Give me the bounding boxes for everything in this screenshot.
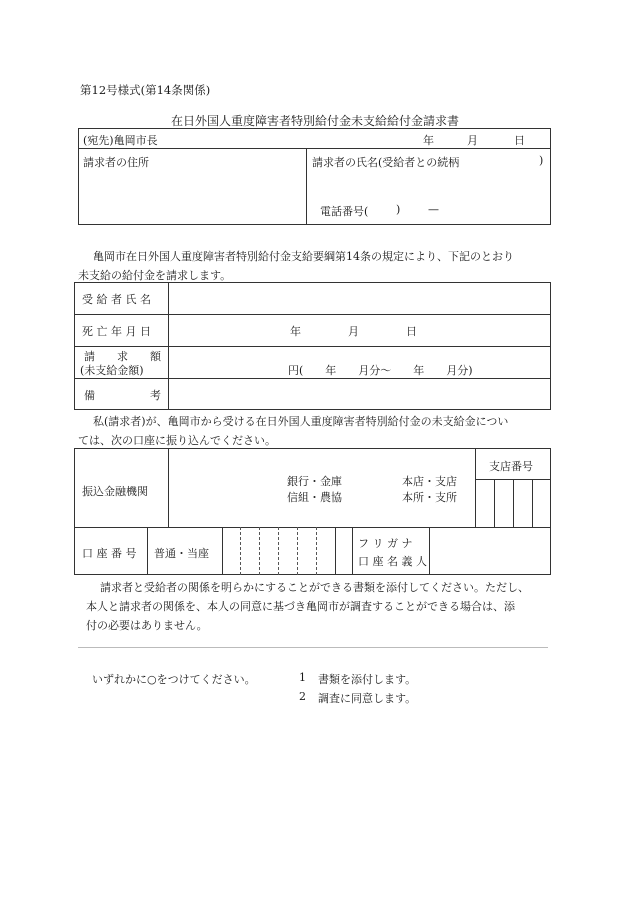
attachment-line-3: 付の必要はありません。 xyxy=(86,619,208,632)
transfer-line-1: 私(請求者)が、亀岡市から受ける在日外国人重度障害者特別給付金の未支給金につい xyxy=(93,415,509,428)
branch-type-option-2: 本所・支所 xyxy=(402,491,457,504)
phone-field-dash: — xyxy=(428,203,439,216)
account-number-label: 口 座 番 号 xyxy=(82,547,137,560)
request-line-2: 未支給の給付金を請求します。 xyxy=(78,269,232,282)
choice-option-1-number: 1 xyxy=(299,671,306,684)
name-field-close: ) xyxy=(539,154,544,167)
bank-type-option-2: 信組・農協 xyxy=(287,491,342,504)
separator-line xyxy=(78,647,548,648)
branch-number-label: 支店番号 xyxy=(489,460,533,473)
death-month-label: 月 xyxy=(348,325,359,338)
recipient-name-label: 受 給 者 氏 名 xyxy=(82,293,151,306)
date-month-label: 月 xyxy=(467,134,478,147)
bank-table xyxy=(74,448,551,575)
date-day-label: 日 xyxy=(514,134,525,147)
form-number: 第12号様式(第14条関係) xyxy=(80,83,211,97)
phone-field-label: 電話番号( xyxy=(320,205,369,218)
choice-option-1-text: 書類を添付します。 xyxy=(318,673,417,686)
furigana-label: フ リ ガ ナ xyxy=(358,537,413,550)
transfer-line-2: ては、次の口座に振り込んでください。 xyxy=(78,434,276,447)
form-title: 在日外国人重度障害者特別給付金未支給給付金請求書 xyxy=(170,114,459,128)
bank-type-option-1: 銀行・金庫 xyxy=(287,475,342,488)
account-holder-label: 口 座 名 義 人 xyxy=(358,555,427,568)
bank-label: 振込金融機関 xyxy=(82,485,148,498)
death-day-label: 日 xyxy=(406,325,417,338)
choice-instruction: いずれかに○をつけてください。 xyxy=(92,673,256,686)
death-date-label: 死 亡 年 月 日 xyxy=(82,325,151,338)
branch-type-option-1: 本店・支店 xyxy=(402,475,457,488)
amount-period-text: 円( 年 月分〜 年 月分) xyxy=(288,364,473,377)
amount-sub-label: (未支給金額) xyxy=(80,364,144,377)
date-year-label: 年 xyxy=(423,134,434,147)
addressee: (宛先)亀岡市長 xyxy=(83,134,158,147)
phone-field-close: ) xyxy=(396,203,401,216)
attachment-line-1: 請求者と受給者の関係を明らかにすることができる書類を添付してください。ただし、 xyxy=(100,581,529,594)
attachment-line-2: 本人と請求者の関係を、本人の同意に基づき亀岡市が調査することができる場合は、添 xyxy=(86,600,515,613)
choice-option-2-text: 調査に同意します。 xyxy=(318,692,417,705)
account-type-options: 普通・当座 xyxy=(154,547,209,560)
address-field-label: 請求者の住所 xyxy=(83,156,149,169)
name-field-label: 請求者の氏名(受給者との続柄 xyxy=(312,156,460,169)
death-year-label: 年 xyxy=(290,325,301,338)
remarks-label: 備 考 xyxy=(84,389,161,402)
amount-label: 請 求 額 xyxy=(84,350,161,363)
choice-option-2-number: 2 xyxy=(299,690,306,703)
request-line-1: 亀岡市在日外国人重度障害者特別給付金支給要綱第14条の規定により、下記のとおり xyxy=(93,250,514,263)
